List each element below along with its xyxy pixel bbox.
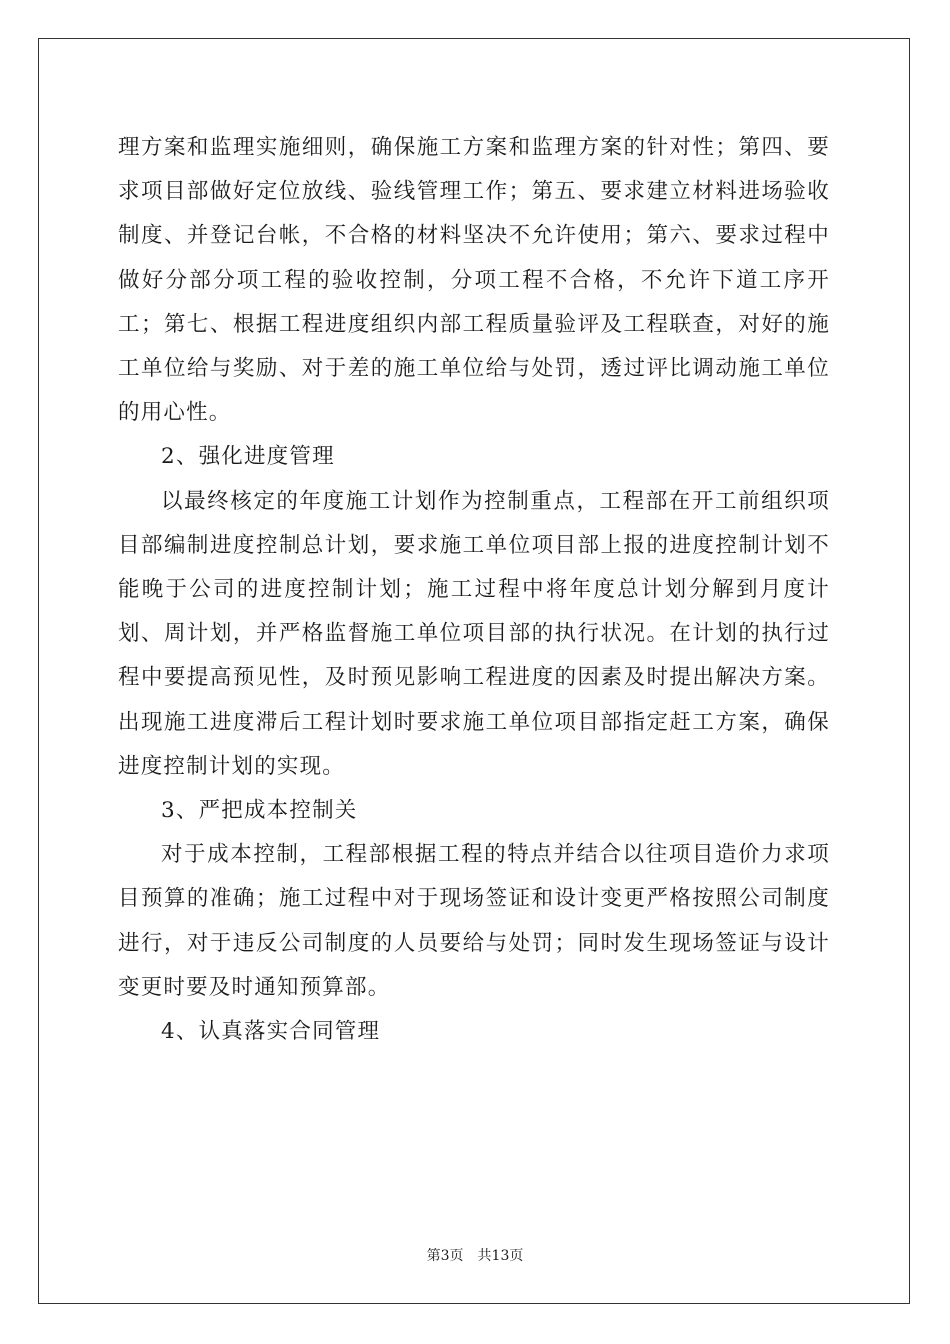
paragraph-1: 理方案和监理实施细则，确保施工方案和监理方案的针对性；第四、要求项目部做好定位放线、验线管理工作；第五、要求建立材料进场验收制度、并登记台帐，不合格的材料坚决不允许使用；第六、要求过程中做好分部分项工程的验收控制，分项工程不合格，不允许下道工序开工；第七、根据工程进度组织内部工程质量验评及工程联查，对好的施工单位给与奖励、对于差的施工单位给与处罚，透过评比调动施工单位的用心性。 (118, 135, 830, 426)
paragraph-progress-management: 以最终核定的年度施工计划作为控制重点，工程部在开工前组织项目部编制进度控制总计划，要求施工单位项目部上报的进度控制计划不能晚于公司的进度控制计划；施工过程中将年度总计划分解到月度计划、周计划，并严格监督施工单位项目部的执行状况。在计划的执行过程中要提高预见性，及时预见影响工程进度的因素及时提出解决方案。出现施工进度滞后工程计划时要求施工单位项目部指定赶工方案，确保进度控制计划的实现。 (118, 488, 830, 779)
document-body (118, 126, 830, 1054)
heading-contract-management: 4、认真落实合同管理 (161, 1019, 381, 1045)
heading-cost-control: 3、严把成本控制关 (161, 798, 358, 824)
page-number-footer: 第3页 共13页 (426, 1248, 524, 1264)
heading-progress-management: 2、强化进度管理 (161, 444, 335, 470)
paragraph-cost-control: 对于成本控制，工程部根据工程的特点并结合以往项目造价力求项目预算的准确；施工过程中对于现场签证和设计变更严格按照公司制度进行，对于违反公司制度的人员要给与处罚；同时发生现场签证与设计变更时要及时通知预算部。 (118, 842, 830, 1000)
